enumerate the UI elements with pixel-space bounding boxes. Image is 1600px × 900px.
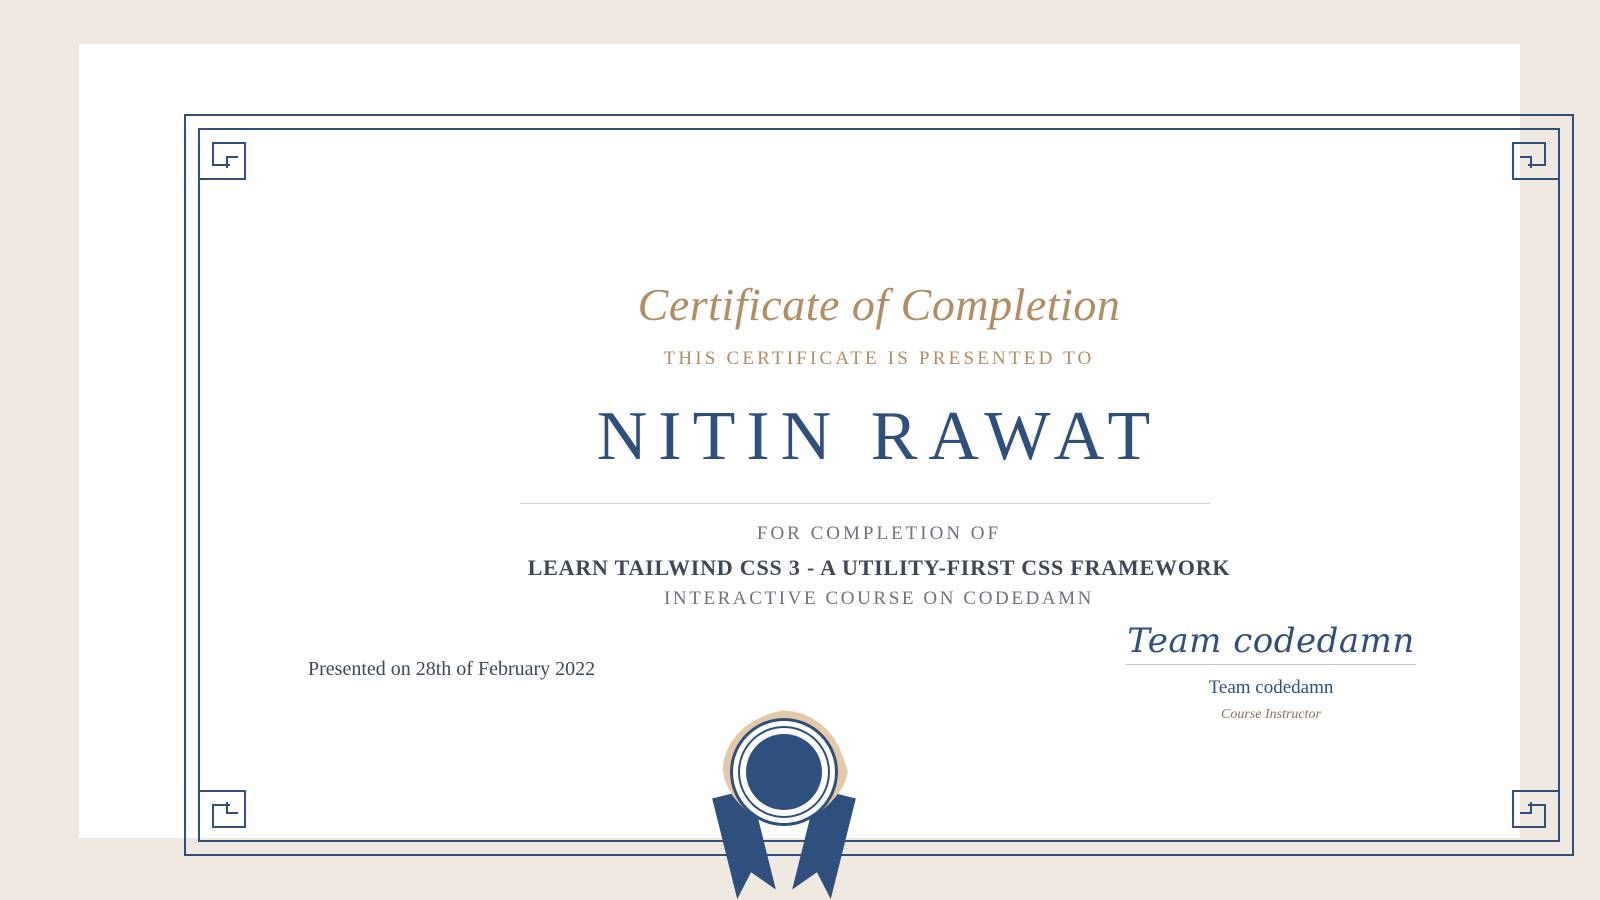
- signature-script: Team codedamn: [1127, 621, 1415, 661]
- signature-rule: [1126, 664, 1416, 665]
- certificate-content: [198, 128, 1560, 842]
- course-name: LEARN TAILWIND CSS 3 - A UTILITY-FIRST CSS FRAMEWORK: [527, 555, 1231, 580]
- signature-name: Team codedamn: [1208, 677, 1334, 699]
- presentation-date: Presented on 28th of February 2022: [308, 658, 596, 680]
- for-completion-label: FOR COMPLETION OF: [756, 523, 1002, 544]
- content-divider: [520, 503, 1210, 504]
- signature-role: Course Instructor: [1221, 707, 1321, 723]
- signature-block: [1126, 623, 1416, 723]
- seal-core: [746, 734, 822, 810]
- presented-to-label: THIS CERTIFICATE IS PRESENTED TO: [663, 348, 1095, 369]
- award-seal-icon: [714, 706, 854, 896]
- course-subtitle: INTERACTIVE COURSE ON CODEDAMN: [663, 588, 1095, 609]
- recipient-name: NITIN RAWAT: [596, 398, 1162, 475]
- certificate-title: Certificate of Completion: [637, 279, 1121, 330]
